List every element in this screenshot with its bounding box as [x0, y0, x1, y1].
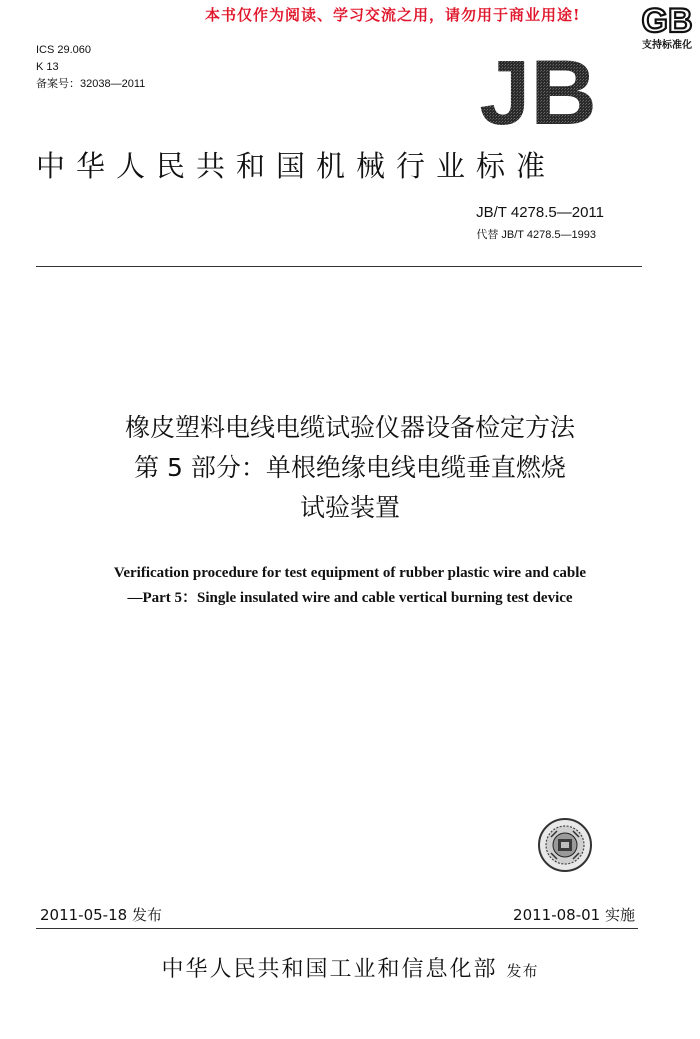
replaces-standard: 代替 JB/T 4278.5—1993 [476, 229, 596, 241]
watermark-banner: 本书仅作为阅读、学习交流之用，请勿用于商业用途! [205, 6, 581, 24]
english-title [0, 561, 700, 611]
classification-code: K 13 [36, 61, 59, 73]
classification-block [36, 42, 145, 93]
publisher [0, 952, 700, 983]
organization-title: 中华人民共和国机械行业标准 [36, 149, 557, 183]
english-title-line-2: —Part 5：Single insulated wire and cable vertical burning test device [127, 590, 573, 606]
footer-divider [36, 928, 638, 929]
publisher-name: 中华人民共和国工业和信息化部 [161, 957, 498, 982]
gb-logo-text: GB [641, 2, 693, 40]
english-title-line-1: Verification procedure for test equipment of rubber plastic wire and cable [113, 565, 587, 581]
chinese-title-line-3: 试验装置 [299, 493, 400, 522]
filing-number: 备案号：32038—2011 [36, 78, 146, 90]
gb-logo-caption: 支持标准化 [642, 40, 692, 51]
issue-date: 2011-05-18 发布 [40, 906, 162, 924]
seal-icon [537, 817, 593, 873]
ics-code: ICS 29.060 [36, 44, 92, 56]
publisher-suffix: 发布 [506, 962, 539, 980]
jb-logo-icon [466, 52, 610, 130]
chinese-title [0, 408, 700, 528]
jb-logo-text: JB [479, 52, 597, 130]
standard-number: JB/T 4278.5—2011 [476, 204, 604, 221]
chinese-title-line-2: 第 5 部分：单根绝缘电线电缆垂直燃烧 [134, 453, 566, 482]
header-divider [36, 266, 642, 267]
implementation-date: 2011-08-01 实施 [513, 906, 635, 924]
chinese-title-line-1: 橡皮塑料电线电缆试验仪器设备检定方法 [124, 413, 575, 442]
